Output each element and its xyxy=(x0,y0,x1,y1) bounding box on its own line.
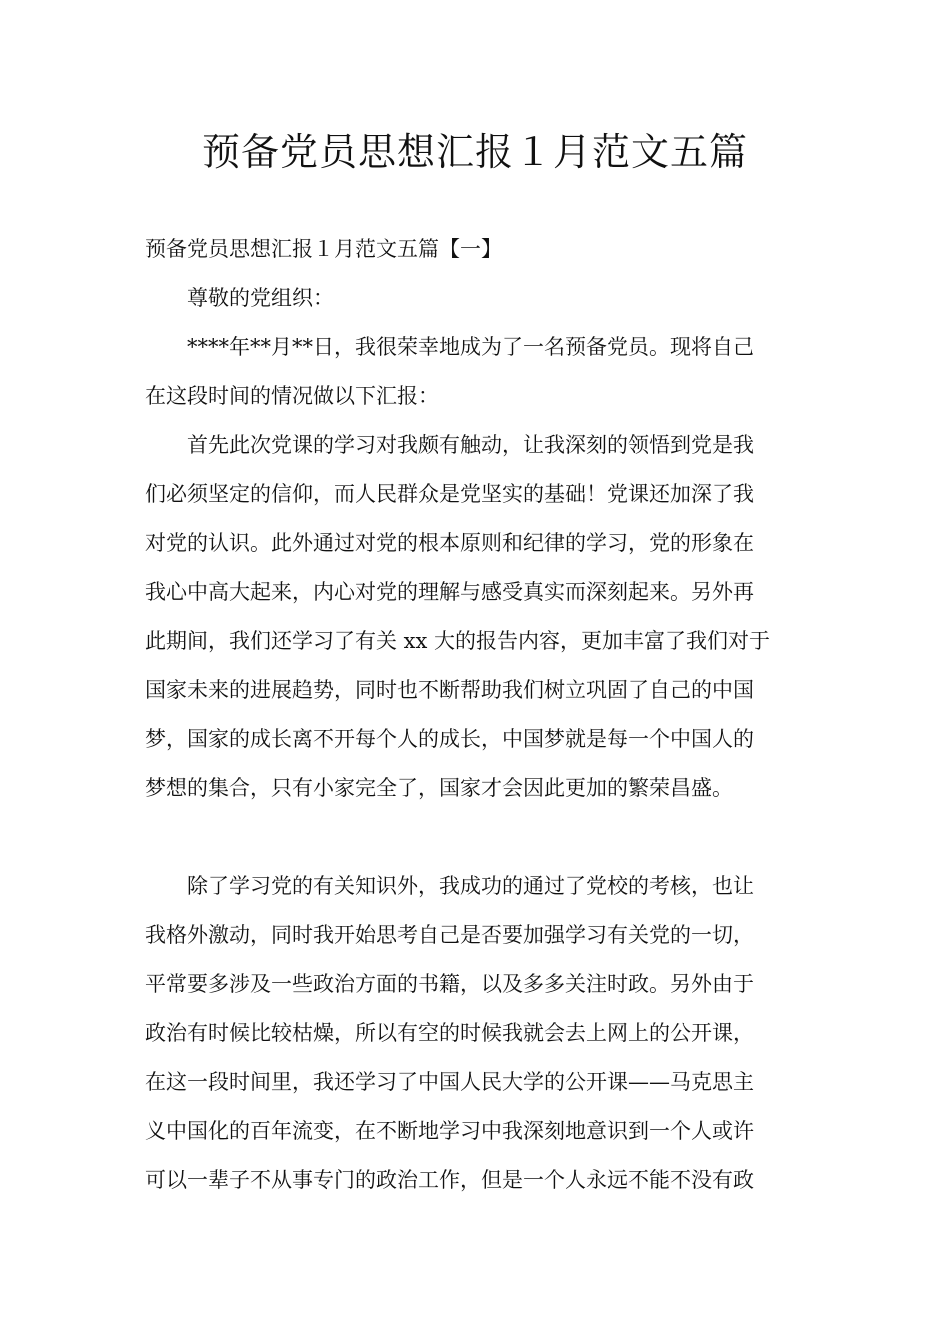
paragraph-line: 我心中高大起来，内心对党的理解与感受真实而深刻起来。另外再 xyxy=(145,580,754,604)
paragraph-line: 首先此次党课的学习对我颇有触动，让我深刻的领悟到党是我 xyxy=(187,433,754,457)
paragraph-line: 政治有时候比较枯燥，所以有空的时候我就会去上网上的公开课， xyxy=(145,1021,754,1045)
document-title: 预备党员思想汇报１月范文五篇 xyxy=(201,130,748,174)
paragraph-line: 梦，国家的成长离不开每个人的成长，中国梦就是每一个中国人的 xyxy=(145,727,754,751)
salutation-text: 尊敬的党组织： xyxy=(187,286,334,310)
paragraph-line: 对党的认识。此外通过对党的根本原则和纪律的学习，党的形象在 xyxy=(145,531,754,555)
paragraph-line: 我格外激动，同时我开始思考自己是否要加强学习有关党的一切， xyxy=(145,923,754,947)
paragraph-line: 除了学习党的有关知识外，我成功的通过了党校的考核，也让 xyxy=(187,874,754,898)
paragraph-line: 义中国化的百年流变，在不断地学习中我深刻地意识到一个人或许 xyxy=(145,1119,754,1143)
paragraph-line: 此期间，我们还学习了有关 xx 大的报告内容，更加丰富了我们对于 xyxy=(145,629,771,653)
paragraph-line: 在这段时间的情况做以下汇报： xyxy=(145,384,439,408)
paragraph-line: 国家未来的进展趋势，同时也不断帮助我们树立巩固了自己的中国 xyxy=(145,678,754,702)
section-heading-text: 预备党员思想汇报１月范文五篇【一】 xyxy=(145,237,502,261)
paragraph-3 xyxy=(145,862,810,1205)
section-heading xyxy=(145,225,810,274)
paragraph-line: 们必须坚定的信仰，而人民群众是党坚实的基础！党课还加深了我 xyxy=(145,482,754,506)
paragraph-2 xyxy=(145,421,810,813)
paragraph-line: 梦想的集合，只有小家完全了，国家才会因此更加的繁荣昌盛。 xyxy=(145,776,733,800)
paragraph-1 xyxy=(145,323,810,421)
salutation xyxy=(145,274,810,323)
paragraph-line: ****年**月**日，我很荣幸地成为了一名预备党员。现将自己 xyxy=(187,335,754,359)
paragraph-line: 在这一段时间里，我还学习了中国人民大学的公开课——马克思主 xyxy=(145,1070,754,1094)
paragraph-line: 平常要多涉及一些政治方面的书籍，以及多多关注时政。另外由于 xyxy=(145,972,754,996)
paragraph-line: 可以一辈子不从事专门的政治工作，但是一个人永远不能不没有政 xyxy=(145,1168,754,1192)
